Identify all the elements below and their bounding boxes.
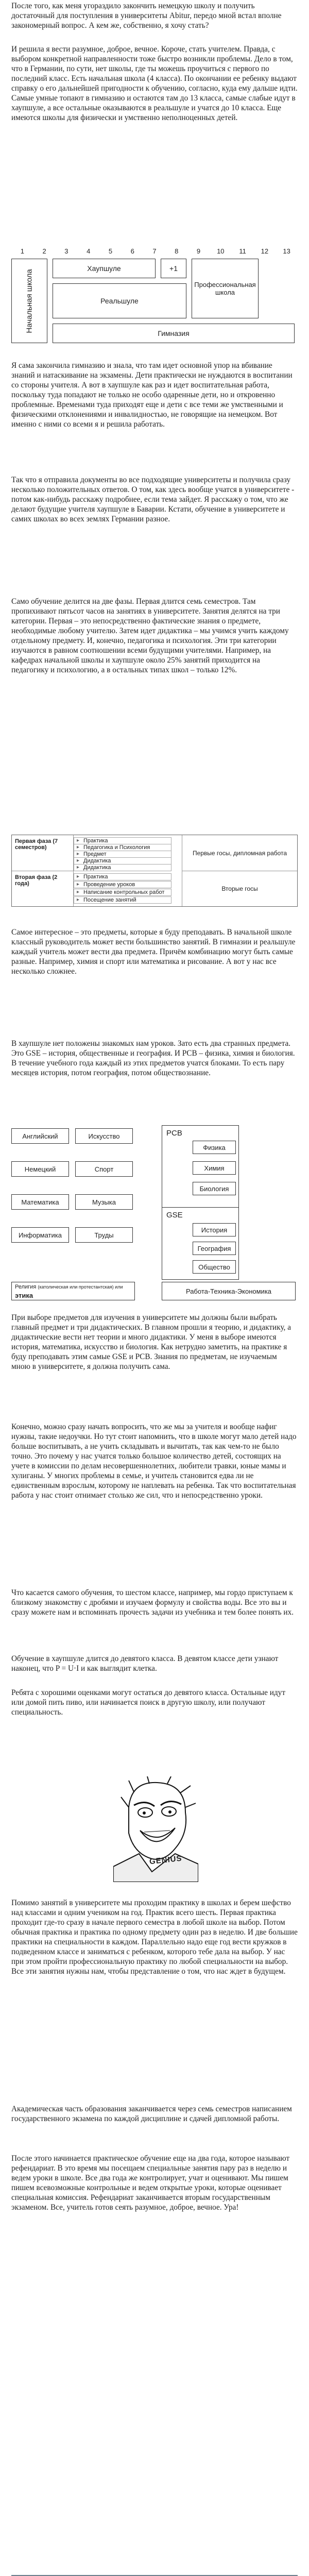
grade-number: 9	[196, 247, 201, 255]
gymnasium-block: Гимназия	[53, 324, 295, 343]
paragraph-13: Помимо занятий в университете мы проходим практику в школах и берем шефство над классами и одним учеником на год. Практик всего шесть. Первая практика проходит где-то сразу в начале первого семестра в любой школе на выбор. Потом обычная практика и практика по одному предмету один раз в неделю. И две большие практики на специальности в каждом. Параллельно надо еще год вести кружков в подведенном классе и заниматься с ребенком, которого тебе дала на выбор. У нас при этом пройти профессиональную практику по любой специальности на выбор. Все эти занятия нужны нам, чтобы представление о том, что нас ждет в будущем.	[11, 1899, 298, 1976]
subject-box: Труды	[75, 1227, 133, 1243]
paragraph-11: Обучение в хаупшуле длится до девятого класса. В девятом классе дети узнают наконец, что P = U·I и как выглядит клетка.	[11, 1654, 279, 1673]
phase1-label: Первая фаза (7 семестров)	[12, 835, 74, 871]
phase-subject-item: ▸ Предмет	[74, 851, 171, 858]
paragraph-15: После этого начинается практическое обучение еще на два года, которое называют рефендариат. В это время мы посещаем специальные занятия пару раз в неделю и ведем уроки в школе. Все два года же контролирует, учат и оценивают. Мы пишем пишем всевозможные контрольные и ведем открытые уроки, которые оценивает специальная комиссия. Рефендариат заканчивается вторым государственным экзаменом. Все, учитель готов сеять разумное, доброе, вечное. Ура!	[11, 2154, 290, 2212]
paragraph-5: Само обучение делится на две фазы. Первая длится семь семестров. Там пропихивают пятьсот часов на занятиях в университете. Занятия делятся на три категории. Первая – это непосредственно фактические знания о предмете, необходимые любому учителю. Затем идет дидактика – мы учимся учить каждому отдельному предмету. И, конечно, педагогика и психология. Эти три категории изучаются в равном соотношении всеми будущими учителями. Например, на кафедрах начальной школы и хаупшуле около 25% занятий приходится на педагогику и психологию, а в остальных типах школ – только 12%.	[11, 597, 289, 674]
plus-one-block: +1	[161, 259, 186, 278]
paragraph-1: После того, как меня угораздило закончить немецкую школу и получить достаточный для поступления в университеты Abitur, передо мной встал вполне закономерный вопрос. А кем же, собственно, я хочу стать?	[11, 2, 282, 30]
subject-box: Информатика	[11, 1227, 69, 1243]
paragraph-8: При выборе предметов для изучения в университете мы должны были выбрать главный предмет и три дидактических. В главном прошли я теорию, и дидактику, а дидактические вести нет теории и много дидактики. У меня в выборе имеются история, математика, искусство и биология. Как нетрудно заметить, на практике я буду преподавать этим самые GSE и PCB. Знания по предметам, не изучаемым мною в университете, я должна получить сама.	[11, 1313, 291, 1371]
phase1-exam: Первые госы, дипломная работа	[182, 835, 297, 871]
subject-box: Математика	[11, 1194, 69, 1210]
religion-label: Религия	[15, 1283, 37, 1290]
phase2-exam: Вторые госы	[182, 871, 297, 906]
phase-subject-item: ▸ Написание контрольных работ	[74, 889, 171, 896]
phase-subject-item: ▸ Практика	[74, 837, 171, 844]
subject-box: Английский	[11, 1128, 69, 1144]
grade-number: 3	[64, 247, 68, 255]
phase2-label: Вторая фаза (2 года)	[12, 871, 74, 906]
grade-number: 8	[175, 247, 179, 255]
grade-number: 6	[130, 247, 134, 255]
paragraph-3: Я сама закончила гимназию и знала, что там идет основной упор на вбивание знаний и натаскивание на экзамены. Дети практически не нуждаются в воспитании со стороны учителя. А вот в хаупшуле как раз и идет воспитательная работа, поскольку туда попадают не только не особо одаренные дети, но и откровенно проблемные. Временами туда приходят еще и дети с все теми же умственными и физическими отклонениями и инвалидностью, не говорящие на немецком. Вот именно с ними со всеми я и решила работать.	[11, 361, 293, 429]
grade-number: 12	[261, 247, 269, 255]
hauptschule-block: Хаупшуле	[53, 259, 156, 278]
realschule-block: Реальшуле	[53, 283, 186, 318]
grade-number: 11	[239, 247, 246, 255]
subject-box: Общество	[193, 1260, 236, 1274]
grade-number: 4	[87, 247, 91, 255]
primary-school-label: Начальная школа	[25, 268, 34, 333]
subject-box: История	[193, 1223, 236, 1236]
grade-number: 13	[283, 247, 290, 255]
phase-subject-item: ▸ Дидактика	[74, 857, 171, 865]
paragraph-10: Что касается самого обучения, то шестом классе, например, мы гордо приступаем к близкому знакомству с дробями и изучаем формулу и свойства воды. Все это вы и сразу можете нам и вспоминать прочесть задачи из учебника и тем более понять их.	[11, 1588, 294, 1617]
phase-subject-item: ▸ Посещение занятий	[74, 896, 171, 904]
phases-table	[11, 835, 298, 907]
grade-number: 2	[42, 247, 46, 255]
religion-ethics-box	[11, 1282, 135, 1300]
grade-number: 5	[108, 247, 113, 255]
school-system-diagram	[11, 246, 298, 344]
genius-face-drawing	[113, 1776, 198, 1882]
vocational-school-block: Профессиональная школа	[192, 259, 259, 318]
subject-box: Спорт	[75, 1161, 133, 1177]
phase-subject-item: ▸ Проведение уроков	[74, 881, 171, 888]
paragraph-12: Ребята с хорошими оценками могут остаться до девятого класса. Остальные идут или домой пить пиво, или начинается поиск в другую школу, или получают специальность.	[11, 1688, 286, 1717]
genius-caption: GENIUS	[149, 1854, 183, 1867]
grade-number: 10	[217, 247, 225, 255]
phase-subject-item: ▸ Дидактика	[74, 864, 171, 871]
genius-meme-image	[113, 1776, 198, 1882]
ethics-label: этика	[15, 1291, 33, 1299]
phase-subject-item: ▸ Педагогика и Психология	[74, 844, 171, 851]
subjects-diagram	[11, 1125, 298, 1301]
grade-number: 7	[152, 247, 157, 255]
religion-note: (католическая или протестантская) или	[38, 1284, 123, 1290]
grade-numbers	[11, 246, 298, 257]
gse-title: GSE	[166, 1211, 183, 1219]
paragraph-4: Так что я отправила документы во все подходящие университеты и получила сразу несколько положительных ответов. О том, как здесь вообще учатся в университете - потом как-нибудь расскажу подробнее, если тема зайдет. Я расскажу о том, что же делают будущие учителя хаупшуле в Баварии. Кстати, обучение в университете и самих школах во всех землях Германии разное.	[11, 476, 295, 523]
subject-box: География	[193, 1242, 236, 1255]
paragraph-2: И решила я вести разумное, доброе, вечное. Короче, стать учителем. Правда, с выбором конкретной направленности тоже быстро возникли проблемы. Дело в том, что в Германии, по сути, нет школы, где ты можешь проучиться с первого по последний класс. Есть начальная школа (4 класса). По окончании ее ребенку выдают справку о его дальнейшей пригодности к обучению, согласно, куда ему дальше идти. Самые умные топают в гимназию и остаются там до 13 класса, самые слабые идут в хаупшуле, а все остальные оказываются в реальшуле и учатся до 10 класса. Еще имеются школы для физически и умственно неполноценных детей.	[11, 45, 298, 122]
phase-subject-item: ▸ Практика	[74, 873, 171, 880]
subject-box: Искусство	[75, 1128, 133, 1144]
subject-box: Физика	[193, 1141, 236, 1154]
primary-school-block	[11, 259, 47, 343]
paragraph-9: Конечно, можно сразу начать вопросить, что же мы за учителя и вообще нафиг нужны, такие недоучки. Но тут стоит напомнить, что в школе могут мало детей надо больше воспитывать, а не учить складывать и вычитать, так как чем-то не было точно. Это почему у нас учатся только большое количество детей, состоящих на учете в комиссии по делам несовершеннолетних, любители травки, юные мамы и хулиганы. У многих проблемы в семье, и учитель становится едва ли не единственным взрослым, которому не наплевать на ребенка. Так что воспитательная работа у нас стоит отнимает столько же сил, что и непосредственно уроки.	[11, 1422, 297, 1500]
paragraph-7: В хаупшуле нет положены знакомых нам уроков. Зато есть два странных предмета. Это GSE – история, общественные и география. И PCB – физика, химия и биология. В течение учебного года каждый из этих предметов учатся блоками. То есть пару месяцев история, потом география, потом обществознание.	[11, 1039, 295, 1077]
grade-number: 1	[20, 247, 24, 255]
subject-box: Химия	[193, 1161, 236, 1175]
paragraph-6: Самое интересное – это предметы, которые я буду преподавать. В начальной школе классный руководитель может вести большинство занятий. В гимназии и реальшуле каждый учитель может вести два предмета. Причём комбинацию могут быть самые разные. Например, химия и спорт или математика и рисование. А вот у нас все несколько сложнее.	[11, 928, 296, 976]
subject-box: Музыка	[75, 1194, 133, 1210]
pcb-title: PCB	[166, 1129, 182, 1138]
subject-box: Биология	[193, 1182, 236, 1195]
subject-box: Немецкий	[11, 1161, 69, 1177]
work-technology-economics-box: Работа-Техника-Экономика	[162, 1282, 296, 1300]
paragraph-14: Академическая часть образования заканчивается через семь семестров написанием государственного экзамена по каждой дисциплине и сдачей дипломной работы.	[11, 2105, 292, 2123]
